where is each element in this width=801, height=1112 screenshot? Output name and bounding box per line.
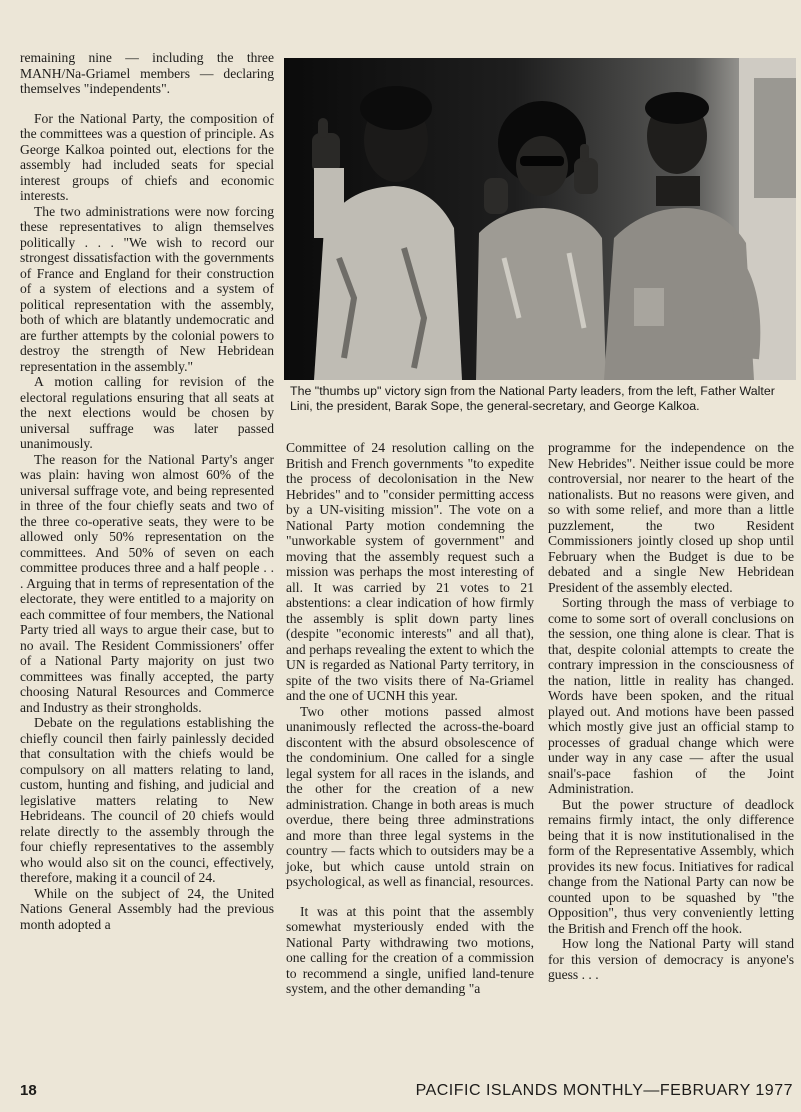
- paragraph: It was at this point that the assembly somewhat mysteriously ended with the National Party withdrawing two motions, one calling for the creation of a commission to recommend a single, unified land-tenure system, and the other demanding "a: [286, 903, 534, 996]
- paragraph: Debate on the regulations establishing the chiefly council then fairly painlessly decided that consultation with the chiefs would be compulsory on all matters relating to land, custom, hunting and fishing, and judicial and legislative matters relating to New Hebrideans. The council of 20 chiefs would relate directly to the assembly through the four chiefly representatives to the assembly who would also sit on the counci, effectively, therefore, making it a council of 24.: [20, 715, 274, 885]
- paragraph: Sorting through the mass of verbiage to come to some sort of overall conclusions on the session, one thing alone is clear. That is that, despite colonial attempts to create the contrary impression in the consciousness of the nation, little in reality has changed. Words have been spoken, and the ritual played out. And motions have been passed which mostly give just an official stamp to processes of gradual change which were under way in any case — after the usual snail's-pace fashion of the Joint Administration.: [548, 595, 794, 796]
- paragraph: Committee of 24 resolution calling on the British and French governments "to expedite the process of decolonisation in the New Hebrides" and to "consider permitting access by a UN-visiting mission". The vote on a National Party motion condemning the "unworkable system of government" and moving that the assembly request such a mission was perhaps the most interesting of all. It was carried by 21 votes to 21 abstentions: a clear indication of how firmly the assembly is split down party lines (despite "economic interests" and all that), and perhaps revealing the extent to which the UN is regarded as National Party territory, in spite of the two visits there of Na-Griamel and the one of UCNH this year.: [286, 440, 534, 703]
- paragraph: Two other motions passed almost unanimously reflected the across-the-board discontent with the absurd obsolescence of the condominium. One called for a single legal system for all races in the islands, and the other for the creation of a new administration. Change in both areas is much overdue, there being three adminstrations and more than three legal systems in the country — facts which to outsiders may be a joke, but which cause untold strain on psychological, as well as financial, resources.: [286, 703, 534, 889]
- paragraph: programme for the independence on the New Hebrides". Neither issue could be more controversial, nor nearer to the heart of the nationalists. But no reasons were given, and so with some relief, and more than a little puzzlement, the two Resident Commissioners jointly closed up shop until February when the Budget is due to be debated and a single New Hebridean President of the assembly elected.: [548, 440, 794, 595]
- photo-caption: The "thumbs up" victory sign from the National Party leaders, from the left, Father Walter Lini, the president, Barak Sope, the general-secretary, and George Kalkoa.: [290, 384, 775, 413]
- publication-footer: PACIFIC ISLANDS MONTHLY—FEBRUARY 1977: [415, 1082, 793, 1099]
- photo-three-leaders: [284, 58, 796, 380]
- paragraph: For the National Party, the composition of the committees was a question of principle. As George Kalkoa pointed out, elections for the assembly had included seats for special interest groups of chiefs and economic interests.: [20, 110, 274, 203]
- paragraph: The two administrations were now forcing these representatives to align themselves politically . . . "We wish to record our strongest dissatisfaction with the governments of France and England for their construction of a system of elections and a system of political representation with the assembly, both of which are blatantly undemocratic and are further attempts by the colonial powers to destroy the strength of New Hebridean representation in the assembly.": [20, 203, 274, 374]
- paragraph: But the power structure of deadlock remains firmly intact, the only difference being that it is now institutionalised in the form of the Representative Assembly, which provides its new focus. Initiatives for radical change from the National Party can now be counted upon to be squashed by "the Opposition", thus very conveniently letting the British and French off the hook.: [548, 796, 794, 936]
- paragraph: While on the subject of 24, the United Nations General Assembly had the previous month adopted a: [20, 885, 274, 932]
- paragraph: remaining nine — including the three MANH/Na-Griamel members — declaring themselves "independents".: [20, 50, 274, 96]
- page-number: 18: [20, 1082, 37, 1099]
- text-column-right: [548, 440, 794, 983]
- paragraph: The reason for the National Party's anger was plain: having won almost 60% of the universal suffrage vote, and being represented in three of the four chiefly seats and two of the three co-operative seats, they were to be allowed only 50% representation on the committees. And 50% of seven on each committee produces three and a half people . . . Arguing that in terms of representation of the electorate, they were entitled to a majority on each committee of four members, the National Party tried all ways to argue their case, but to no avail. The Resident Commissioners' offer of a National Party majority on just two committees was finally accepted, the party choosing Natural Resources and Commerce and Industry as their strongholds.: [20, 451, 274, 715]
- text-column-middle: [286, 440, 534, 997]
- text-column-left: [20, 50, 274, 932]
- paragraph: A motion calling for revision of the electoral regulations ensuring that all seats at the next elections would be chosen by universal suffrage was later passed unanimously.: [20, 374, 274, 451]
- paragraph: How long the National Party will stand for this version of democracy is anyone's guess . . .: [548, 936, 794, 982]
